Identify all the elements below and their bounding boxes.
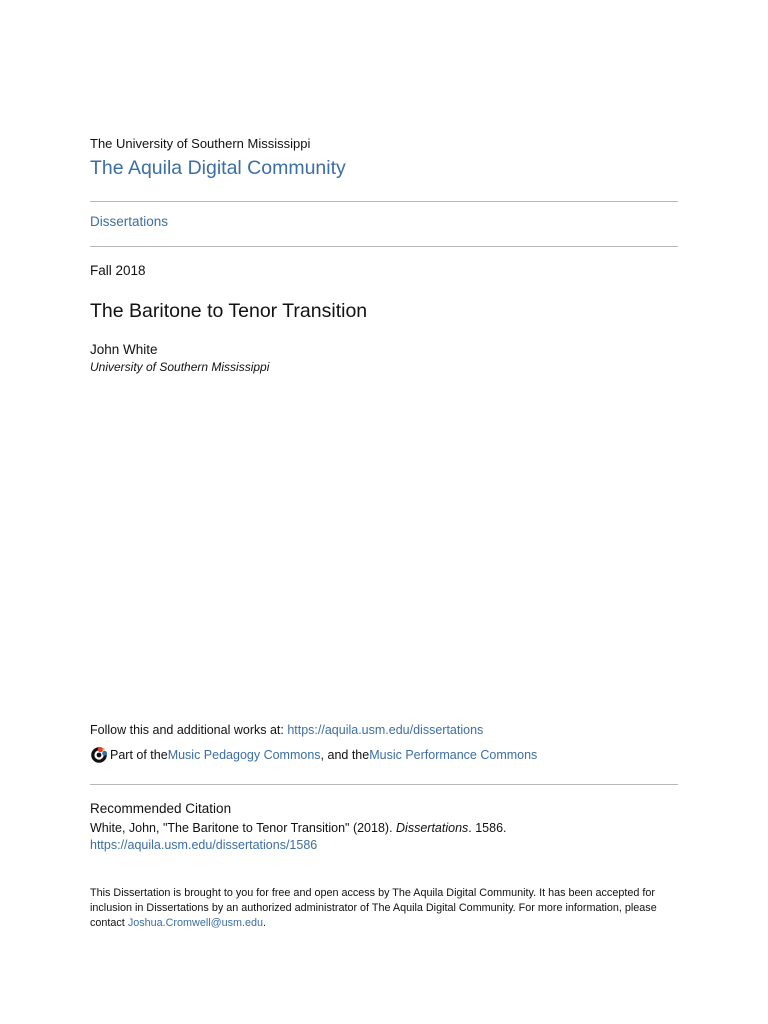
citation-url-link[interactable]: https://aquila.usm.edu/dissertations/1586 (90, 838, 318, 852)
access-notice-end: . (263, 917, 266, 929)
author-name: John White (90, 342, 158, 357)
contact-email-link[interactable]: Joshua.Cromwell@usm.edu (127, 917, 263, 929)
citation-journal: Dissertations (396, 821, 469, 835)
music-performance-commons-link[interactable]: Music Performance Commons (369, 748, 538, 762)
divider (90, 201, 678, 202)
access-notice (90, 886, 678, 931)
commons-network-icon (90, 746, 108, 764)
citation-number: . 1586. (468, 821, 507, 835)
citation-main: White, John, "The Baritone to Tenor Transition" (2018). (90, 821, 397, 835)
access-notice-text: This Dissertation is brought to you for free and open access by The Aquila Digital Community. It has been accepted for inclusion in Dissertations by an authorized administrator of The Aquila Digital Community. For more information, please contact (90, 887, 657, 929)
music-pedagogy-commons-link[interactable]: Music Pedagogy Commons (167, 748, 321, 762)
divider (90, 784, 678, 785)
follow-text: Follow this and additional works at: (90, 723, 288, 737)
part-of-line (90, 746, 537, 764)
repository-link[interactable]: The Aquila Digital Community (90, 157, 346, 179)
part-of-prefix: Part of the (110, 748, 168, 762)
collection-url-link[interactable]: https://aquila.usm.edu/dissertations (287, 723, 484, 737)
series-link[interactable]: Dissertations (90, 214, 169, 229)
institution-name: The University of Southern Mississippi (90, 136, 311, 151)
citation-text (90, 821, 507, 835)
publication-date: Fall 2018 (90, 263, 146, 278)
follow-line (90, 723, 483, 737)
document-title: The Baritone to Tenor Transition (90, 300, 368, 322)
divider (90, 246, 678, 247)
recommended-citation-heading: Recommended Citation (90, 801, 232, 816)
author-affiliation: University of Southern Mississippi (90, 360, 270, 374)
part-of-middle: , and the (320, 748, 370, 762)
